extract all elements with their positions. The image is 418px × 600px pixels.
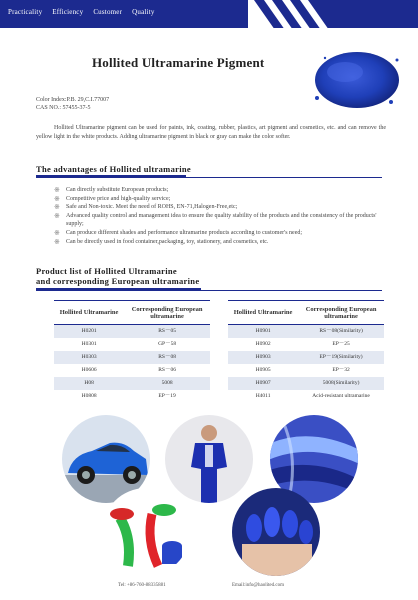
star-bullet-icon: ※: [54, 186, 60, 194]
product-list-heading: Product list of Hollited Ultramarine and corresponding European ultramarine: [36, 266, 200, 286]
advantage-item: ※ Safe and Non-toxic. Meet the need of ROHS, EN-71,Halogen-Free,etc;: [54, 203, 238, 212]
star-bullet-icon: ※: [54, 194, 60, 203]
advantages-list: [54, 186, 384, 246]
table-row: H0901 RS－08(Similarity): [228, 325, 384, 338]
advantage-item: ※ Can directly substitute European products;: [54, 186, 169, 194]
table-row: H4011 Acid-resistant ultramarine: [255, 393, 370, 399]
table-header: Corresponding European ultramarine: [124, 301, 210, 325]
nav-item-customer: Customer: [93, 8, 123, 16]
product-table-left: [54, 300, 210, 403]
top-nav: [8, 8, 155, 16]
table-row: H08 5008: [54, 377, 210, 390]
table-row: H0606 RS－06: [81, 367, 176, 373]
description-paragraph: Hollited Ultramarine pigment can be used for paints, ink, coating, rubber, plastics, art pigment and cosmetics, etc. and can remove the yellow light in the white products. Adding ultramarine pigment in black or gray can make the color softer.: [36, 125, 386, 140]
footer-tel: Tel: +86-760-88335881: [118, 583, 166, 588]
table-row: H0201 RS－05: [54, 325, 210, 338]
footer-email[interactable]: Email:info@haolited.com: [232, 583, 284, 588]
top-banner: [0, 0, 418, 28]
table-header: Corresponding European ultramarine: [298, 301, 384, 325]
star-bullet-icon: ※: [54, 228, 60, 237]
decorative-stripes: [248, 0, 418, 28]
nav-item-quality: Quality: [132, 8, 155, 16]
cas-number: CAS NO.: 57455-37-5: [36, 105, 91, 111]
table-row: H0902 EP－25: [255, 341, 350, 347]
page-title: Hollited Ultramarine Pigment: [92, 55, 265, 70]
table-row: H0905 EP－32: [255, 367, 350, 373]
table-row: H0301 GP－58: [81, 341, 177, 347]
table-row: H0303 RS－08: [54, 351, 210, 364]
table-row: H0903 EP－19(Similarity): [228, 351, 384, 364]
table-row: H0907 5008(Similarity): [228, 377, 384, 390]
color-index: Color Index:P.B. 29,C.I.77007: [36, 97, 110, 103]
table-row: H0808 EP－19: [81, 393, 176, 399]
product-table-right: [228, 300, 384, 403]
advantage-item: ※ Can be directly used in food container,packaging, toy, stationery, and cosmetics, etc.: [54, 237, 269, 246]
product-list-bar: [36, 288, 201, 291]
blue-fashion-photo: [165, 415, 253, 503]
advantages-bar: [36, 175, 186, 178]
nav-item-practicality: Practicality: [8, 8, 43, 16]
table-header: Hollited Ultramarine: [54, 301, 124, 325]
star-bullet-icon: ※: [54, 203, 60, 212]
advantage-item: ※ Advanced quality control and management idea to ensure the quality stability of the products and the consistency of the products' supply;: [54, 211, 377, 228]
star-bullet-icon: ※: [54, 237, 60, 246]
advantage-item: ※ Competitive price and high-quality service;: [54, 194, 171, 203]
star-bullet-icon: ※: [54, 211, 60, 220]
advantage-item: ※ Can produce different shades and performance ultramarine products according to customer's need;: [54, 228, 303, 237]
advantages-heading: The advantages of Hollited ultramarine: [36, 164, 191, 174]
nav-item-efficiency: Efficiency: [52, 8, 84, 16]
pigment-powder-image: [305, 40, 405, 112]
nail-polish-photo: [232, 488, 320, 576]
table-header: Hollited Ultramarine: [228, 301, 298, 325]
paint-cans-photo: [102, 488, 190, 576]
product-info: [36, 96, 109, 112]
